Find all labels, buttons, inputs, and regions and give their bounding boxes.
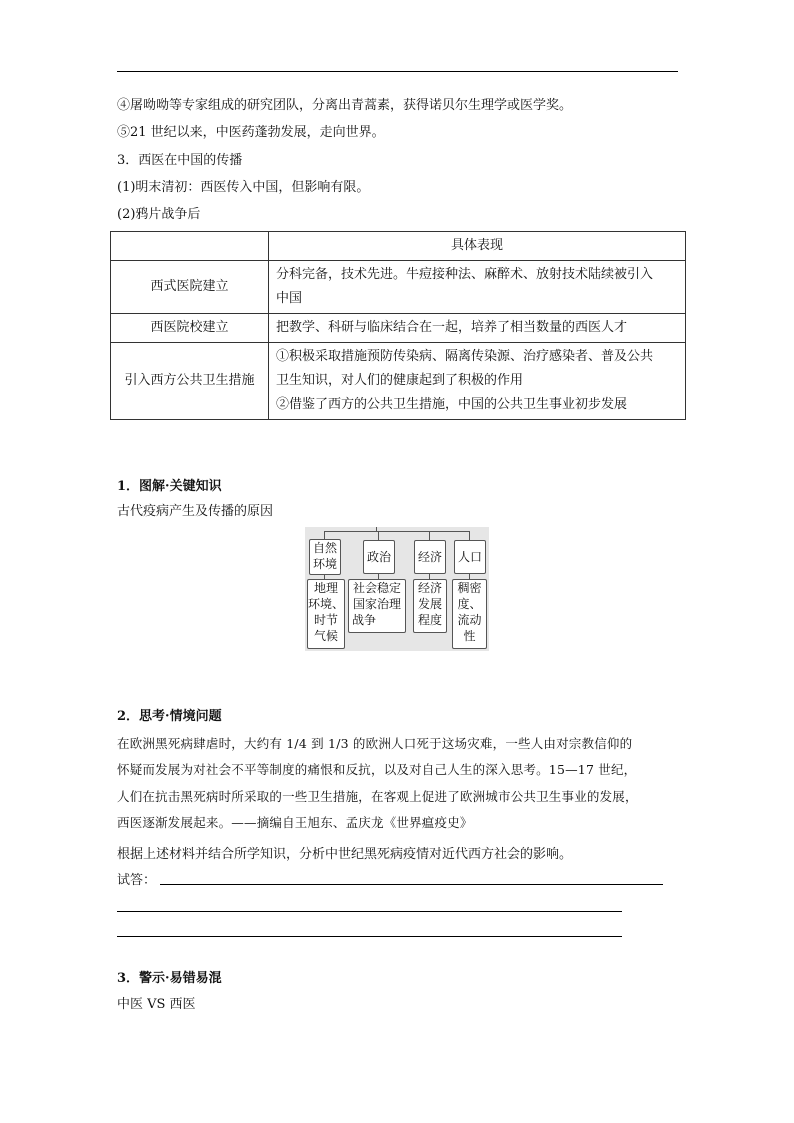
row-label: 引入西方公共卫生措施 [111, 343, 269, 420]
row-label: 西医院校建立 [111, 314, 269, 343]
answer-line[interactable] [117, 911, 622, 912]
heading-3: 3．西医在中国的传播 [117, 153, 243, 168]
diagram-box-society [348, 579, 406, 633]
material-line: 人们在抗击黑死病时所采取的一些卫生措施，在客观上促进了欧洲城市公共卫生事业的发展， [117, 789, 638, 804]
diagram-box-natural-env [309, 539, 341, 575]
sub-item-1: (1)明末清初：西医传入中国，但影响有限。 [117, 180, 370, 195]
table-header-cell: 具体表现 [269, 232, 686, 261]
row-content-line: ②借鉴了西方的公共卫生措施，中国的公共卫生事业初步发展 [276, 397, 628, 412]
table-header-row [111, 232, 686, 261]
question-text: 根据上述材料并结合所学知识，分析中世纪黑死病疫情对近代西方社会的影响。 [117, 847, 573, 862]
material-line: 怀疑而发展为对社会不平等制度的痛恨和反抗，以及对自己人生的深入思考。15—17 世纪， [117, 762, 637, 777]
diagram-box-text: 度、 [457, 597, 482, 611]
diagram-box-text: 程度 [417, 613, 442, 627]
section-2-title: 2．思考·情境问题 [117, 709, 222, 724]
row-content-line: 中国 [276, 291, 303, 306]
diagram-stem [378, 531, 379, 540]
row-content-line: ①积极采取措施预防传染病、隔离传染源、治疗感染者、普及公共 [276, 349, 654, 364]
diagram-box-text: 人口 [457, 550, 482, 564]
section-3-title: 3．警示·易错易混 [117, 971, 222, 986]
row-content [269, 343, 686, 420]
table-row [111, 343, 686, 420]
diagram-root-stem [376, 527, 377, 531]
diagram-box-text: 稠密 [457, 581, 482, 595]
table-header-empty [111, 232, 269, 261]
diagram-box-econ-dev [413, 579, 447, 633]
diagram-box-text: 环境、 [308, 597, 345, 611]
table-row [111, 314, 686, 343]
row-content [269, 261, 686, 314]
diagram-box-text: 发展 [417, 597, 442, 611]
header-rule [117, 71, 678, 72]
diagram-box-text: 时节 [313, 613, 338, 627]
diagram-box-text: 战争 [352, 613, 377, 627]
section-1-subtitle: 古代疫病产生及传播的原因 [117, 504, 274, 519]
diagram-box-text: 经济 [417, 550, 442, 564]
material-line: 西医逐渐发展起来。——摘编自王旭东、孟庆龙《世界瘟疫史》 [117, 815, 473, 830]
diagram-box-text: 国家治理 [352, 597, 401, 611]
diagram-box-density [452, 579, 487, 649]
diagram-box-text: 性 [463, 629, 476, 643]
diagram-box-text: 政治 [366, 550, 391, 564]
diagram-top-connector [324, 531, 469, 532]
answer-line[interactable] [160, 884, 663, 885]
diagram-box-text: 环境 [312, 557, 337, 571]
diagram-box-population [454, 540, 486, 574]
diagram-box-text: 流动 [457, 613, 482, 627]
table-row [111, 261, 686, 314]
diagram-box-politics [363, 540, 395, 574]
row-content-line: 分科完备，技术先进。牛痘接种法、麻醉术、放射技术陆续被引入 [276, 267, 654, 282]
diagram-box-economy [414, 540, 446, 574]
row-content-line: 把教学、科研与临床结合在一起，培养了相当数量的西医人才 [276, 320, 628, 335]
diagram-box-text: 社会稳定 [352, 581, 401, 595]
item-4: ④屠呦呦等专家组成的研究团队，分离出青蒿素，获得诺贝尔生理学或医学奖。 [117, 98, 573, 113]
row-content [269, 314, 686, 343]
diagram-stem [469, 531, 470, 540]
item-5: ⑤21 世纪以来，中医药蓬勃发展，走向世界。 [117, 125, 385, 140]
diagram-box-text: 地理 [313, 581, 338, 595]
diagram-stem [324, 531, 325, 539]
diagram-box-geography [307, 579, 345, 649]
answer-line[interactable] [117, 936, 622, 937]
diagram-box-text: 气候 [313, 629, 338, 643]
diagram-box-text: 经济 [417, 581, 442, 595]
row-content-line: 卫生知识，对人们的健康起到了积极的作用 [276, 373, 524, 388]
section-3-subtitle: 中医 VS 西医 [117, 997, 196, 1012]
section-1-title: 1．图解·关键知识 [117, 479, 222, 494]
causes-diagram [305, 527, 489, 651]
western-medicine-table [110, 231, 686, 420]
answer-label: 试答： [117, 873, 157, 888]
material-line: 在欧洲黑死病肆虐时，大约有 1/4 到 1/3 的欧洲人口死于这场灾难，一些人由对宗教信仰的 [117, 736, 633, 751]
row-label: 西式医院建立 [111, 261, 269, 314]
diagram-box-text: 自然 [312, 541, 337, 555]
diagram-stem [429, 531, 430, 540]
sub-item-2: (2)鸦片战争后 [117, 207, 201, 222]
